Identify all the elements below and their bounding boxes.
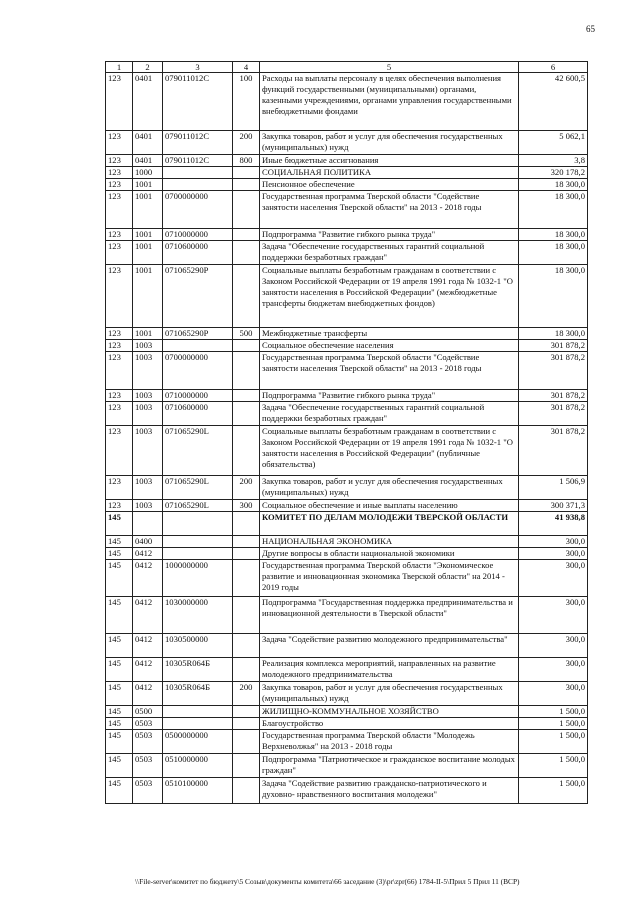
cell-c4 — [233, 390, 260, 402]
table-row — [106, 229, 588, 241]
table-row — [106, 706, 588, 718]
cell-c6: 42 600,5 — [519, 73, 588, 131]
file-path-footer: \\File-server\комитет по бюджету\5 Созыв\документы комитета\66 заседание (3)\pr\zpr(66) 1784-II-5\Прил 5 Прил 11 (ВСР) — [135, 877, 520, 886]
cell-c3: 071065290Р — [163, 328, 233, 340]
table-row — [106, 402, 588, 426]
cell-c1: 123 — [106, 265, 133, 328]
cell-c4 — [233, 352, 260, 390]
cell-c5: Государственная программа Тверской области "Экономическое развитие и инновационная экономика Тверской области" на 2014 - 2019 годы — [260, 560, 519, 597]
cell-c3 — [163, 548, 233, 560]
cell-c3: 079011012С — [163, 131, 233, 155]
cell-c6: 301 878,2 — [519, 402, 588, 426]
cell-c4 — [233, 340, 260, 352]
cell-c5: Закупка товаров, работ и услуг для обеспечения государственных (муниципальных) нужд — [260, 682, 519, 706]
cell-c2: 0401 — [133, 131, 163, 155]
cell-c5: Задача "Обеспечение государственных гарантий социальной поддержки безработных граждан" — [260, 241, 519, 265]
cell-c3: 071065290L — [163, 500, 233, 512]
table-row — [106, 352, 588, 390]
cell-c5: Задача "Содействие развитию молодежного предпринимательства" — [260, 634, 519, 658]
cell-c2: 1001 — [133, 265, 163, 328]
cell-c5: Задача "Содействие развитию гражданско-патриотического и духовно- нравственного воспитания молодежи" — [260, 778, 519, 804]
cell-c2: 1001 — [133, 179, 163, 191]
cell-c1: 123 — [106, 155, 133, 167]
cell-c1: 145 — [106, 634, 133, 658]
cell-c6: 3,8 — [519, 155, 588, 167]
cell-c5: Пенсионное обеспечение — [260, 179, 519, 191]
cell-c1: 123 — [106, 167, 133, 179]
cell-c2: 1001 — [133, 229, 163, 241]
cell-c3: 1030000000 — [163, 597, 233, 634]
table-row — [106, 241, 588, 265]
cell-c5: Закупка товаров, работ и услуг для обеспечения государственных (муниципальных) нужд — [260, 476, 519, 500]
cell-c3 — [163, 179, 233, 191]
cell-c2: 0500 — [133, 706, 163, 718]
cell-c6: 300,0 — [519, 548, 588, 560]
cell-c4 — [233, 730, 260, 754]
column-header: 3 — [163, 62, 233, 73]
cell-c6: 301 878,2 — [519, 390, 588, 402]
table-row — [106, 754, 588, 778]
table-row — [106, 730, 588, 754]
cell-c1: 145 — [106, 778, 133, 804]
column-header: 2 — [133, 62, 163, 73]
cell-c1: 123 — [106, 390, 133, 402]
cell-c3: 079011012С — [163, 155, 233, 167]
cell-c1: 123 — [106, 179, 133, 191]
cell-c1: 145 — [106, 658, 133, 682]
table-row — [106, 536, 588, 548]
cell-c1: 123 — [106, 328, 133, 340]
cell-c4 — [233, 597, 260, 634]
cell-c5: Подпрограмма "Патриотическое и гражданское воспитание молодых граждан" — [260, 754, 519, 778]
cell-c6: 300 371,3 — [519, 500, 588, 512]
table-row — [106, 340, 588, 352]
cell-c6: 300,0 — [519, 682, 588, 706]
cell-c5: Государственная программа Тверской области "Содействие занятости населения Тверской области" на 2013 - 2018 годы — [260, 352, 519, 390]
cell-c2: 0412 — [133, 682, 163, 706]
cell-c3: 1000000000 — [163, 560, 233, 597]
cell-c1: 145 — [106, 754, 133, 778]
cell-c4 — [233, 191, 260, 229]
table-row — [106, 718, 588, 730]
cell-c4: 500 — [233, 328, 260, 340]
cell-c4 — [233, 229, 260, 241]
cell-c6: 301 878,2 — [519, 340, 588, 352]
cell-c4 — [233, 241, 260, 265]
cell-c6: 300,0 — [519, 536, 588, 548]
cell-c2 — [133, 512, 163, 536]
cell-c3 — [163, 167, 233, 179]
cell-c5: Социальные выплаты безработным гражданам в соответствии с Законом Российской Федерации от 19 апреля 1991 года № 1032-1 "О занятости населения в Российской Федерации" (межбюджетные трансферты бюджетам внебюджетных фондов) — [260, 265, 519, 328]
cell-c4 — [233, 778, 260, 804]
cell-c3: 0710000000 — [163, 229, 233, 241]
cell-c1: 123 — [106, 73, 133, 131]
cell-c1: 123 — [106, 131, 133, 155]
cell-c1: 123 — [106, 352, 133, 390]
cell-c1: 145 — [106, 560, 133, 597]
cell-c5: Социальное обеспечение населения — [260, 340, 519, 352]
cell-c3 — [163, 340, 233, 352]
cell-c5: Иные бюджетные ассигнования — [260, 155, 519, 167]
cell-c6: 300,0 — [519, 658, 588, 682]
cell-c4 — [233, 548, 260, 560]
table-row — [106, 682, 588, 706]
cell-c4 — [233, 512, 260, 536]
table-row — [106, 265, 588, 328]
cell-c1: 123 — [106, 340, 133, 352]
cell-c5: НАЦИОНАЛЬНАЯ ЭКОНОМИКА — [260, 536, 519, 548]
table-row — [106, 560, 588, 597]
cell-c3: 071065290L — [163, 426, 233, 476]
cell-c1: 123 — [106, 476, 133, 500]
cell-c3: 10305R064Б — [163, 682, 233, 706]
cell-c6: 1 500,0 — [519, 730, 588, 754]
table-row — [106, 658, 588, 682]
cell-c4 — [233, 718, 260, 730]
cell-c6: 1 500,0 — [519, 706, 588, 718]
table-row — [106, 512, 588, 536]
column-header: 5 — [260, 62, 519, 73]
cell-c2: 1003 — [133, 500, 163, 512]
table-row — [106, 476, 588, 500]
cell-c4 — [233, 179, 260, 191]
cell-c1: 145 — [106, 706, 133, 718]
cell-c1: 123 — [106, 500, 133, 512]
cell-c4 — [233, 658, 260, 682]
table-row — [106, 390, 588, 402]
table-row — [106, 131, 588, 155]
cell-c4: 800 — [233, 155, 260, 167]
cell-c2: 0412 — [133, 548, 163, 560]
cell-c3: 10305R064Б — [163, 658, 233, 682]
cell-c4: 300 — [233, 500, 260, 512]
cell-c3: 0710000000 — [163, 390, 233, 402]
table-row — [106, 597, 588, 634]
cell-c2: 0401 — [133, 155, 163, 167]
cell-c3: 0500000000 — [163, 730, 233, 754]
cell-c2: 0412 — [133, 634, 163, 658]
cell-c6: 1 500,0 — [519, 754, 588, 778]
table-row — [106, 548, 588, 560]
cell-c3: 079011012С — [163, 73, 233, 131]
cell-c2: 1003 — [133, 340, 163, 352]
cell-c1: 145 — [106, 536, 133, 548]
page-number: 65 — [586, 24, 595, 34]
cell-c3: 0700000000 — [163, 352, 233, 390]
cell-c4: 200 — [233, 131, 260, 155]
table-row — [106, 191, 588, 229]
cell-c5: СОЦИАЛЬНАЯ ПОЛИТИКА — [260, 167, 519, 179]
cell-c2: 1000 — [133, 167, 163, 179]
cell-c2: 0412 — [133, 658, 163, 682]
cell-c4: 200 — [233, 682, 260, 706]
header-row — [106, 62, 588, 73]
cell-c5: КОМИТЕТ ПО ДЕЛАМ МОЛОДЕЖИ ТВЕРСКОЙ ОБЛАСТИ — [260, 512, 519, 536]
cell-c2: 1003 — [133, 402, 163, 426]
cell-c1: 123 — [106, 229, 133, 241]
cell-c4 — [233, 426, 260, 476]
cell-c5: Подпрограмма "Развитие гибкого рынка труда" — [260, 390, 519, 402]
cell-c4 — [233, 634, 260, 658]
cell-c6: 320 178,2 — [519, 167, 588, 179]
cell-c3: 0710600000 — [163, 402, 233, 426]
column-header: 6 — [519, 62, 588, 73]
cell-c4 — [233, 706, 260, 718]
cell-c2: 1003 — [133, 476, 163, 500]
cell-c3: 0700000000 — [163, 191, 233, 229]
cell-c1: 145 — [106, 512, 133, 536]
cell-c2: 0401 — [133, 73, 163, 131]
cell-c2: 0503 — [133, 718, 163, 730]
cell-c3 — [163, 718, 233, 730]
cell-c5: Реализация комплекса мероприятий, направленных на развитие молодежного предпринимательства — [260, 658, 519, 682]
cell-c2: 1003 — [133, 426, 163, 476]
cell-c3: 071065290Р — [163, 265, 233, 328]
cell-c1: 123 — [106, 426, 133, 476]
cell-c1: 145 — [106, 682, 133, 706]
cell-c1: 123 — [106, 191, 133, 229]
cell-c6: 18 300,0 — [519, 241, 588, 265]
cell-c4: 200 — [233, 476, 260, 500]
cell-c2: 1001 — [133, 328, 163, 340]
cell-c2: 1001 — [133, 241, 163, 265]
cell-c2: 0503 — [133, 778, 163, 804]
cell-c1: 123 — [106, 402, 133, 426]
cell-c2: 0400 — [133, 536, 163, 548]
cell-c6: 300,0 — [519, 560, 588, 597]
cell-c3: 0510100000 — [163, 778, 233, 804]
cell-c6: 1 500,0 — [519, 718, 588, 730]
table-row — [106, 167, 588, 179]
cell-c6: 18 300,0 — [519, 229, 588, 241]
cell-c5: Подпрограмма "Государственная поддержка предпринимательства и инновационной деятельности в Тверской области" — [260, 597, 519, 634]
cell-c2: 0412 — [133, 560, 163, 597]
cell-c6: 18 300,0 — [519, 265, 588, 328]
cell-c6: 41 938,8 — [519, 512, 588, 536]
cell-c1: 145 — [106, 718, 133, 730]
table-row — [106, 426, 588, 476]
cell-c6: 5 062,1 — [519, 131, 588, 155]
budget-table — [105, 61, 588, 804]
cell-c5: Межбюджетные трансферты — [260, 328, 519, 340]
cell-c6: 300,0 — [519, 597, 588, 634]
table-row — [106, 500, 588, 512]
column-header: 1 — [106, 62, 133, 73]
cell-c2: 0503 — [133, 730, 163, 754]
cell-c3 — [163, 512, 233, 536]
cell-c4 — [233, 402, 260, 426]
cell-c3 — [163, 706, 233, 718]
table-row — [106, 155, 588, 167]
cell-c6: 18 300,0 — [519, 191, 588, 229]
column-header: 4 — [233, 62, 260, 73]
table-row — [106, 634, 588, 658]
cell-c5: Другие вопросы в области национальной экономики — [260, 548, 519, 560]
cell-c4 — [233, 265, 260, 328]
table-row — [106, 778, 588, 804]
cell-c4 — [233, 754, 260, 778]
cell-c1: 123 — [106, 241, 133, 265]
cell-c5: ЖИЛИЩНО-КОММУНАЛЬНОЕ ХОЗЯЙСТВО — [260, 706, 519, 718]
cell-c5: Подпрограмма "Развитие гибкого рынка труда" — [260, 229, 519, 241]
cell-c6: 301 878,2 — [519, 426, 588, 476]
table-row — [106, 73, 588, 131]
cell-c5: Задача "Обеспечение государственных гарантий социальной поддержки безработных граждан" — [260, 402, 519, 426]
cell-c6: 18 300,0 — [519, 179, 588, 191]
cell-c5: Государственная программа Тверской области "Содействие занятости населения Тверской области" на 2013 - 2018 годы — [260, 191, 519, 229]
cell-c6: 1 500,0 — [519, 778, 588, 804]
cell-c6: 18 300,0 — [519, 328, 588, 340]
cell-c4 — [233, 560, 260, 597]
cell-c4: 100 — [233, 73, 260, 131]
table-row — [106, 328, 588, 340]
cell-c2: 0503 — [133, 754, 163, 778]
cell-c4 — [233, 167, 260, 179]
cell-c2: 1003 — [133, 352, 163, 390]
cell-c6: 300,0 — [519, 634, 588, 658]
cell-c1: 145 — [106, 730, 133, 754]
cell-c5: Социальное обеспечение и иные выплаты населению — [260, 500, 519, 512]
cell-c5: Социальные выплаты безработным гражданам в соответствии с Законом Российской Федерации от 19 апреля 1991 года № 1032-1 "О занятости населения в Российской Федерации" (публичные обязательства) — [260, 426, 519, 476]
cell-c5: Закупка товаров, работ и услуг для обеспечения государственных (муниципальных) нужд — [260, 131, 519, 155]
cell-c6: 301 878,2 — [519, 352, 588, 390]
cell-c5: Расходы на выплаты персоналу в целях обеспечения выполнения функций государственными (муниципальными) органами, казенными учреждениями, органами управления государственными внебюджетными фондами — [260, 73, 519, 131]
cell-c1: 145 — [106, 597, 133, 634]
table-row — [106, 179, 588, 191]
cell-c3 — [163, 536, 233, 548]
cell-c3: 1030500000 — [163, 634, 233, 658]
cell-c1: 145 — [106, 548, 133, 560]
cell-c5: Благоустройство — [260, 718, 519, 730]
cell-c3: 071065290L — [163, 476, 233, 500]
cell-c3: 0710600000 — [163, 241, 233, 265]
cell-c2: 1001 — [133, 191, 163, 229]
cell-c2: 1003 — [133, 390, 163, 402]
cell-c2: 0412 — [133, 597, 163, 634]
cell-c3: 0510000000 — [163, 754, 233, 778]
cell-c5: Государственная программа Тверской области "Молодежь Верхневолжья" на 2013 - 2018 годы — [260, 730, 519, 754]
cell-c6: 1 506,9 — [519, 476, 588, 500]
cell-c4 — [233, 536, 260, 548]
